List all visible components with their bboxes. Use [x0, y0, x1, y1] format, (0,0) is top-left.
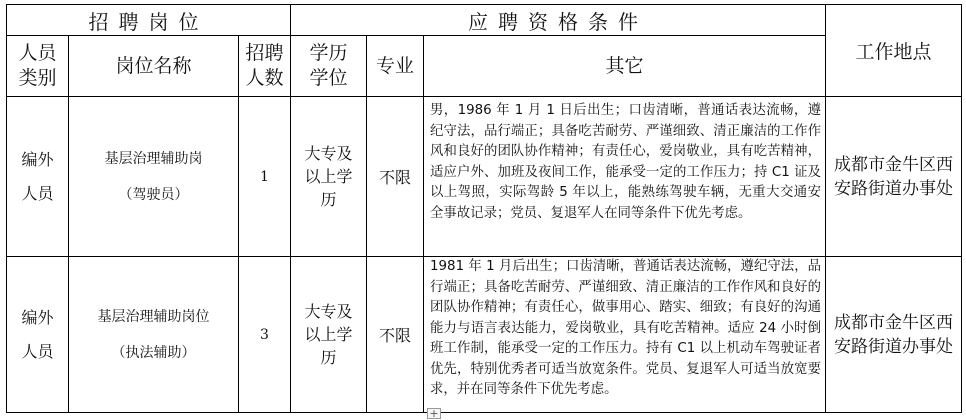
- group-header-row: [7, 5, 962, 36]
- other-requirements-cell: 1981 年 1 月后出生；口齿清晰，普通话表达流畅，遵纪守法，品行端正；具备吃苦耐劳、严谨细致、清正廉洁的工作作风和良好的团队协作精神；有责任心，做事用心、踏实、细致；有良好的沟通能力与语言表达能力，爱岗敬业，具有吃苦精神。适应 24 小时倒班工作制，能承受一定的工作压力。持有 C1 以上机动车驾驶证者优先，特别优秀者可适当放宽条件。党员、复退军人可适当放宽要求，并在同等条件下优先考虑。: [424, 257, 826, 413]
- position-note: （驾驶员）: [118, 186, 189, 203]
- education-cell: 大专及以上学历: [291, 97, 367, 257]
- table-row: [7, 97, 962, 257]
- major-cell: 不限: [367, 257, 424, 413]
- group-header-post: 招聘岗位: [7, 5, 291, 36]
- table-row: [7, 257, 962, 413]
- header-location: 工作地点: [826, 5, 962, 97]
- column-header-row: [7, 36, 962, 97]
- position-name-cell: [69, 257, 239, 413]
- category-cell: 编外人员: [7, 97, 69, 257]
- education-cell: 大专及以上学历: [291, 257, 367, 413]
- header-education: 学历学位: [291, 36, 367, 97]
- category-cell: 编外人员: [7, 257, 69, 413]
- position-name: 基层治理辅助岗: [104, 150, 203, 167]
- other-requirements-cell: 男，1986 年 1 月 1 日后出生；口齿清晰，普通话表达流畅，遵纪守法，品行端正；具备吃苦耐劳、严谨细致、清正廉洁的工作作风和良好的团队协作精神；有责任心，爱岗敬业，具有吃苦精神，适应户外、加班及夜间工作，能承受一定的工作压力；持 C1 证及以上驾照，实际驾龄 5 年以上，能熟练驾驶车辆，无重大交通安全事故记录；党员、复退军人在同等条件下优先考虑。: [424, 97, 826, 257]
- header-count: 招聘人数: [239, 36, 291, 97]
- position-name: 基层治理辅助岗位: [97, 308, 210, 325]
- position-note: （执法辅助）: [111, 344, 196, 361]
- header-category: 人员类别: [7, 36, 69, 97]
- position-name-cell: [69, 97, 239, 257]
- recruitment-table: [6, 4, 962, 413]
- major-cell: 不限: [367, 97, 424, 257]
- count-cell: 3: [239, 257, 291, 413]
- add-row-button[interactable]: +: [427, 408, 441, 419]
- header-other: 其它: [424, 36, 826, 97]
- header-position-name: 岗位名称: [69, 36, 239, 97]
- header-major: 专业: [367, 36, 424, 97]
- group-header-requirements: 应聘资格条件: [291, 5, 826, 36]
- location-cell: 成都市金牛区西安路街道办事处: [826, 97, 962, 257]
- location-cell: 成都市金牛区西安路街道办事处: [826, 257, 962, 413]
- count-cell: 1: [239, 97, 291, 257]
